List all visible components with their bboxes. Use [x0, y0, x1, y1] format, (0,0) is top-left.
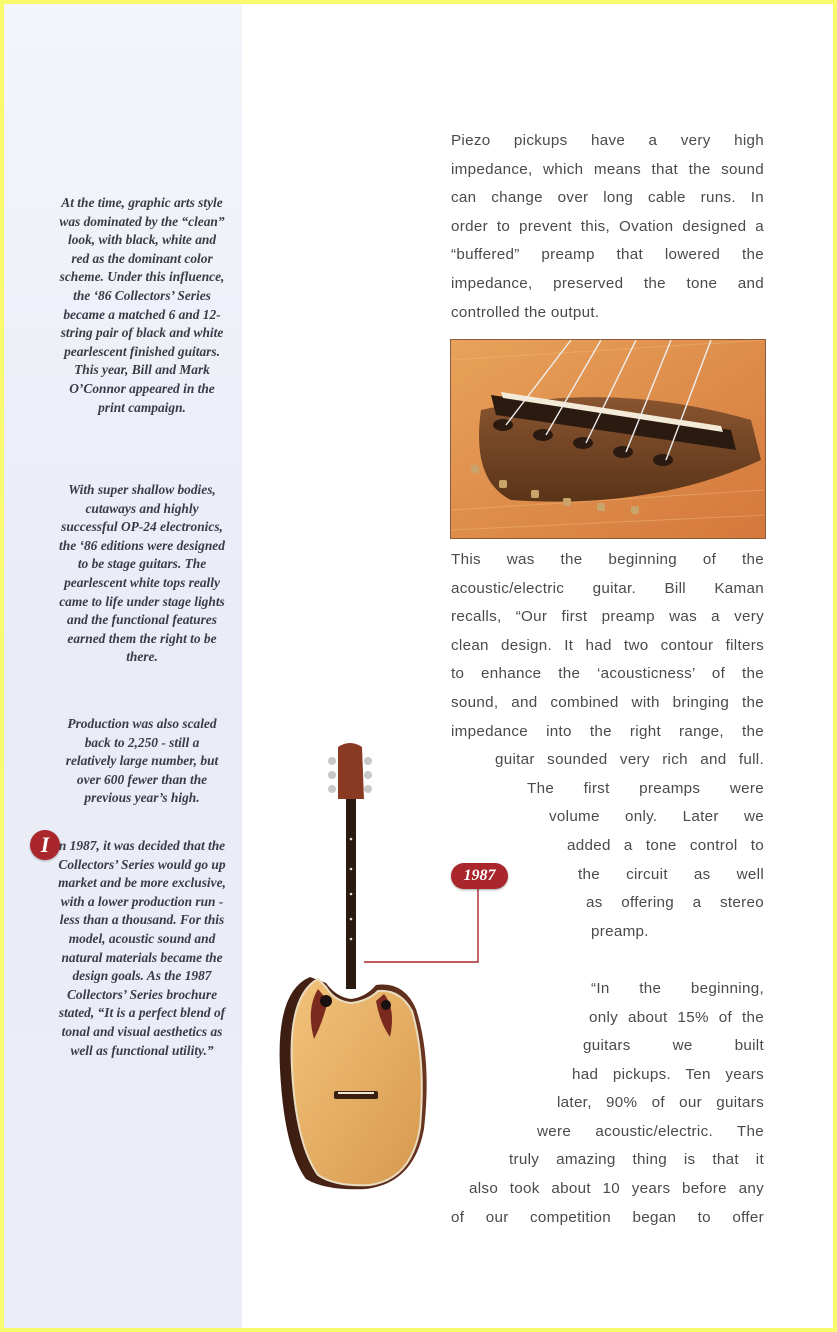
text-line: order to prevent this, Ovation designed a	[451, 217, 764, 235]
sidebar-paragraph: Production was also scaled back to 2,250 - still a relatively large number, but over 600 fewer than the previous year’s high.	[65, 716, 219, 806]
text-line: volume only. Later we	[549, 808, 764, 826]
bridge-photo	[450, 339, 766, 539]
text-line: acoustic/electric guitar. Bill Kaman	[451, 579, 764, 597]
text-line: only about 15% of the	[589, 1008, 764, 1026]
text-line: can change over long cable runs. In	[451, 189, 764, 207]
text-line: Piezo pickups have a very high	[451, 132, 764, 149]
text-line: “In the beginning,	[591, 979, 764, 997]
body-text	[451, 546, 764, 1232]
text-line: impedance into the right range, the	[451, 722, 764, 740]
text-line: sound, and combined with bringing the	[451, 693, 764, 711]
text-line: The first preamps were	[527, 779, 764, 797]
text-line: also took about 10 years before any	[469, 1180, 764, 1198]
text-line: impedance, which means that the sound	[451, 160, 764, 178]
sidebar-paragraph: With super shallow bodies, cutaways and highly successful OP-24 electronics, the ‘86 editions were designed to be stage guitars. The pearlescent white tops really came to life under stage lights and the functional features earned them the right to be there.	[59, 482, 225, 665]
text-line: truly amazing thing is that it	[509, 1151, 764, 1169]
text-line: to enhance the ‘acousticness’ of the	[451, 665, 764, 683]
brochure-page	[4, 4, 833, 1328]
text-line: clean design. It had two contour filters	[451, 636, 764, 654]
text-line: of our competition began to offer	[451, 1208, 764, 1226]
text-line: added a tone control to	[567, 836, 764, 854]
dropcap-badge: I	[30, 830, 60, 860]
text-line: preamp.	[591, 922, 649, 940]
text-line: were acoustic/electric. The	[537, 1122, 764, 1140]
text-line: the circuit as well	[578, 865, 764, 883]
sidebar-paragraph: n 1987, it was decided that the Collectors’ Series would go up market and be more exclusive, with a lower production run - less than a thousand. For this model, acoustic sound and natural materials became the design goals. As the 1987 Collectors’ Series brochure stated, “It is a perfect blend of tonal and visual aesthetics as well as functional utility.”	[58, 838, 226, 1058]
text-line	[451, 946, 764, 975]
text-line: guitars we built	[583, 1037, 764, 1055]
intro-text	[451, 127, 764, 327]
text-line: recalls, “Our first preamp was a very	[451, 608, 764, 626]
text-line: impedance, preserved the tone and	[451, 274, 764, 292]
text-line: as offering a stereo	[586, 894, 764, 912]
guitar-bridge-image	[451, 340, 765, 538]
text-line: guitar sounded very rich and full.	[495, 751, 764, 769]
text-line: had pickups. Ten years	[572, 1065, 764, 1083]
text-line: later, 90% of our guitars	[557, 1094, 764, 1112]
acoustic-guitar-image	[266, 739, 436, 1194]
text-line: “buffered” preamp that lowered the	[451, 246, 764, 264]
year-badge: 1987	[451, 863, 508, 889]
text-line: This was the beginning of the	[451, 551, 764, 568]
text-line: controlled the output.	[451, 303, 600, 321]
sidebar-paragraph: At the time, graphic arts style was dominated by the “clean” look, with black, white and red as the dominant color scheme. Under this influence, the ‘86 Collectors’ Series became a matched 6 and 12-string pair of black and white pearlescent finished guitars. This year, Bill and Mark O’Connor appeared in the print campaign.	[59, 195, 225, 415]
